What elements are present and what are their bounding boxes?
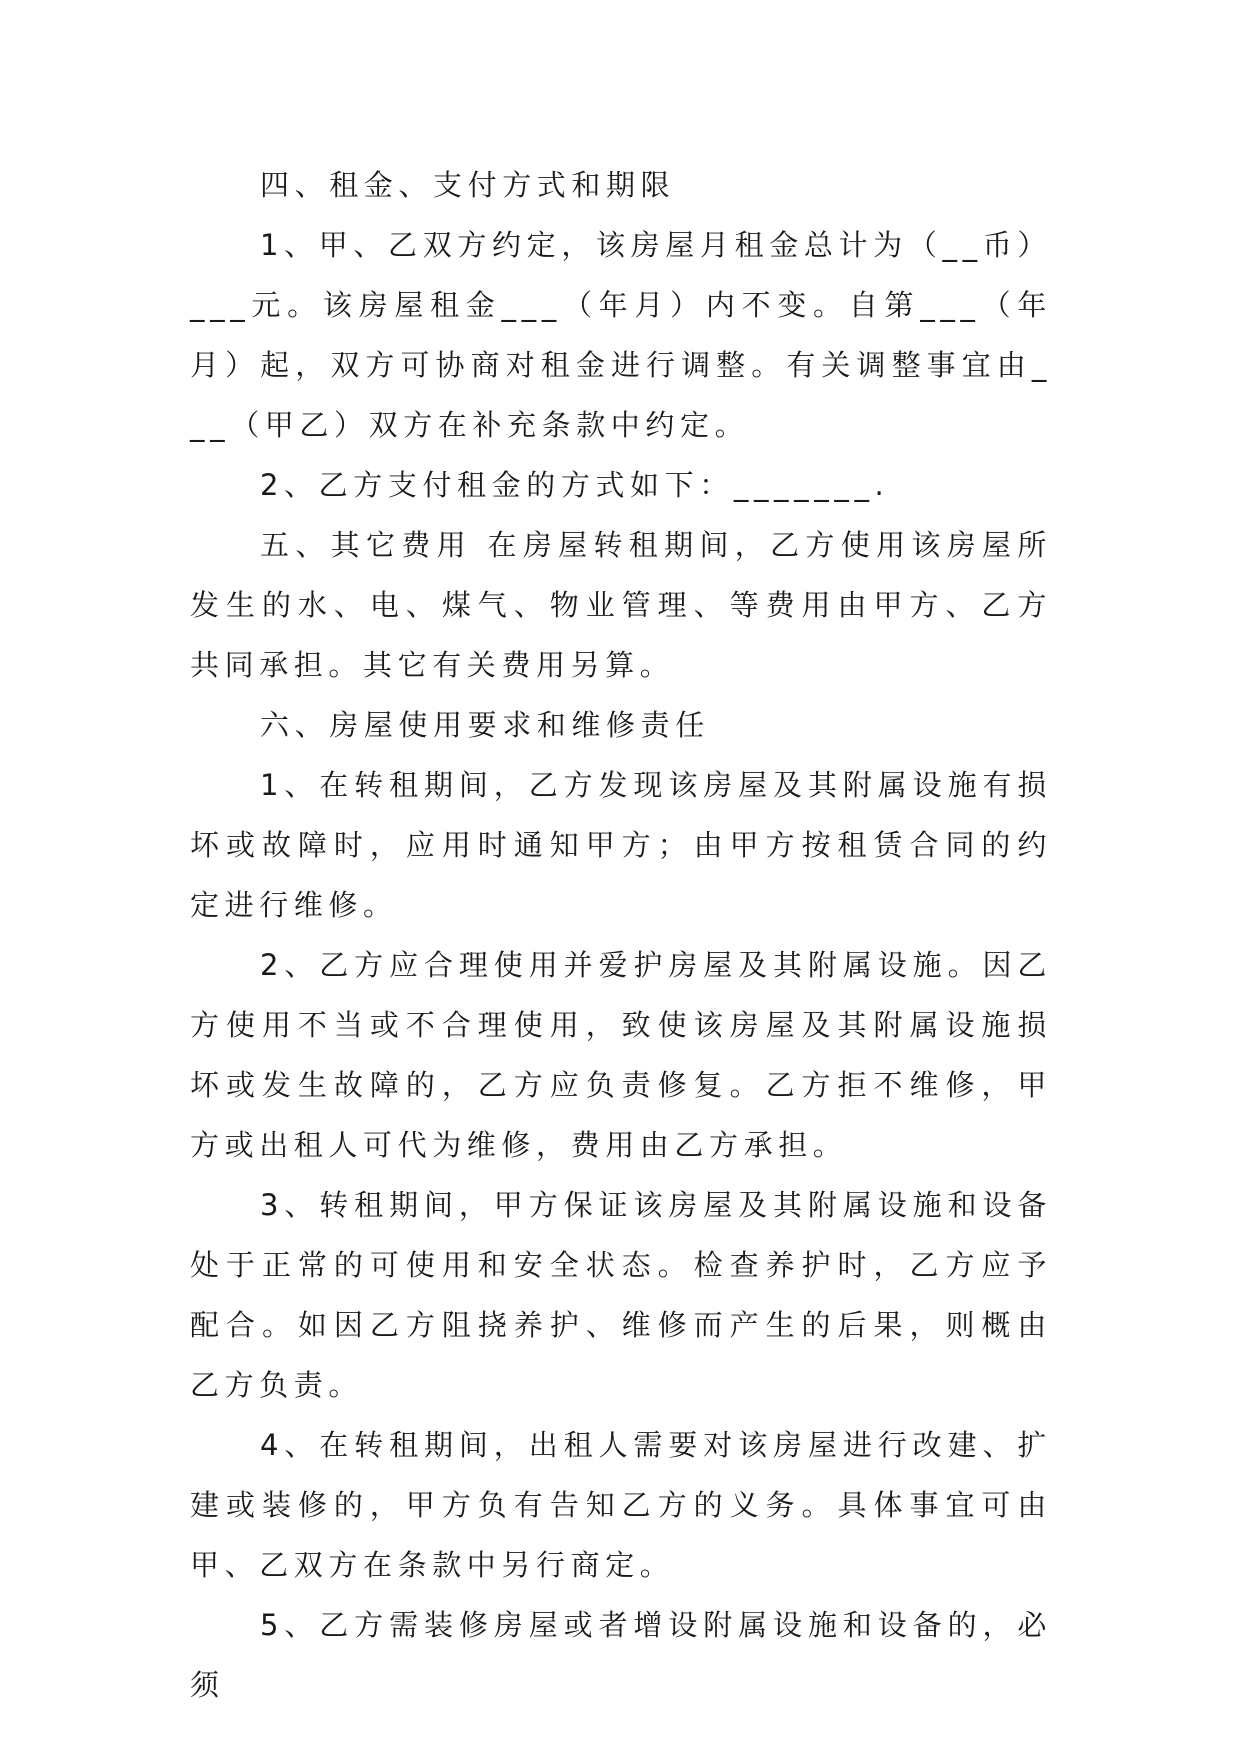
clause-damage-notice: 1、在转租期间，乙方发现该房屋及其附属设施有损坏或故障时，应用时通知甲方；由甲方按租赁合同的约定进行维修。 [190,768,1052,922]
clause-safety-guarantee: 3、转租期间，甲方保证该房屋及其附属设施和设备处于正常的可使用和安全状态。检查养护时，乙方应予配合。如因乙方阻挠养护、维修而产生的后果，则概由乙方负责。 [190,1188,1052,1402]
section-heading-rent-payment: 四、租金、支付方式和期限 [260,168,676,202]
clause-rent-amount: 1、甲、乙双方约定，该房屋月租金总计为（__币）___元。该房屋租金___（年月）内不变。自第___（年月）起，双方可协商对租金进行调整。有关调整事宜由___（甲乙）双方在补充条款中约定。 [190,228,1052,442]
clause-renovation-notice: 4、在转租期间，出租人需要对该房屋进行改建、扩建或装修的，甲方负有告知乙方的义务。具体事宜可由甲、乙双方在条款中另行商定。 [190,1428,1052,1582]
clause-payment-method: 2、乙方支付租金的方式如下：_______. [260,468,890,502]
document-page [190,155,1052,1715]
section-other-fees: 五、其它费用 在房屋转租期间，乙方使用该房屋所发生的水、电、煤气、物业管理、等费用由甲方、乙方共同承担。其它有关费用另算。 [190,528,1052,682]
clause-decoration: 5、乙方需装修房屋或者增设附属设施和设备的，必须 [190,1608,1052,1702]
clause-proper-use: 2、乙方应合理使用并爱护房屋及其附属设施。因乙方使用不当或不合理使用，致使该房屋及其附属设施损坏或发生故障的，乙方应负责修复。乙方拒不维修，甲方或出租人可代为维修，费用由乙方承担。 [190,948,1052,1162]
section-heading-usage-maintenance: 六、房屋使用要求和维修责任 [260,708,710,742]
